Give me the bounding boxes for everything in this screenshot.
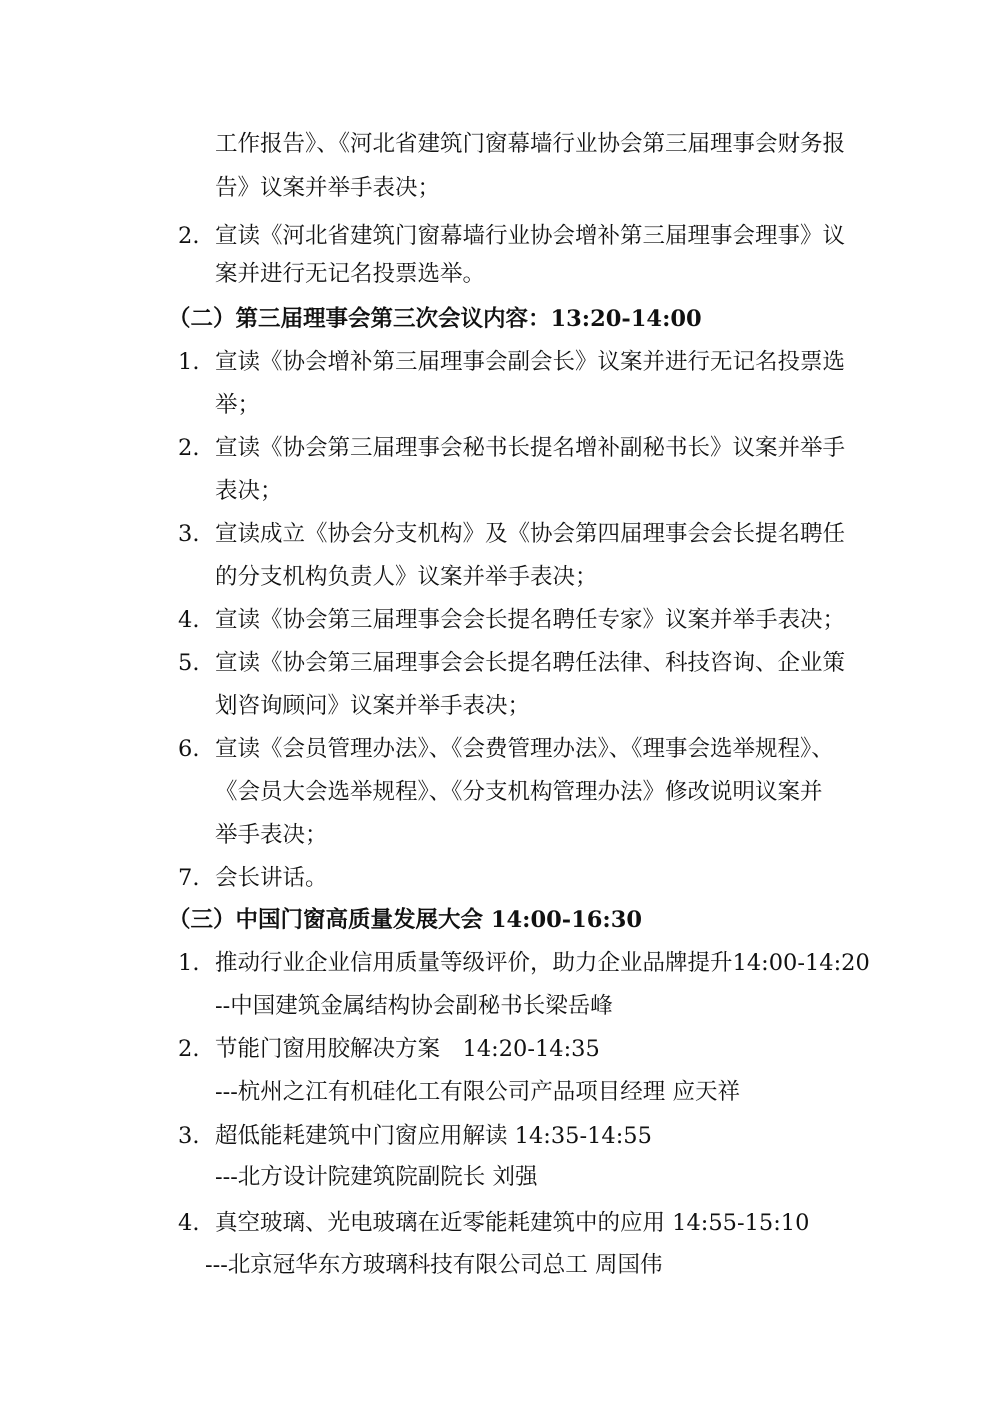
- list-item-line: 超低能耗建筑中门窗应用解读 14:35-14:55: [215, 1123, 652, 1149]
- list-item-number: 2.: [178, 223, 200, 249]
- list-item-number: 1.: [178, 349, 200, 375]
- list-item-line: 表决；: [215, 478, 283, 504]
- intro-line-2: 告》议案并举手表决；: [215, 175, 441, 201]
- list-item-line: 宣读《协会增补第三届理事会副会长》议案并进行无记名投票选: [215, 349, 846, 375]
- list-item-line: 举手表决；: [215, 822, 328, 848]
- list-item-line: 划咨询顾问》议案并举手表决；: [215, 693, 531, 719]
- list-item-line: 真空玻璃、光电玻璃在近零能耗建筑中的应用 14:55-15:10: [215, 1210, 810, 1236]
- list-item-line: 推动行业企业信用质量等级评价，助力企业品牌提升14:00-14:20: [215, 950, 870, 976]
- list-item-line: 宣读《会员管理办法》、《会费管理办法》、《理事会选举规程》、: [215, 736, 834, 762]
- section-heading: （三）中国门窗高质量发展大会 14:00-16:30: [168, 907, 643, 933]
- list-item-number: 1.: [178, 950, 200, 976]
- list-item-line: 宣读《协会第三届理事会秘书长提名增补副秘书长》议案并举手: [215, 435, 846, 461]
- list-item-number: 7.: [178, 865, 200, 891]
- list-item-line: 节能门窗用胶解决方案 14:20-14:35: [215, 1036, 600, 1062]
- list-item-number: 5.: [178, 650, 200, 676]
- list-item-number: 3.: [178, 521, 200, 547]
- list-item-line: 《会员大会选举规程》、《分支机构管理办法》修改说明议案并: [215, 779, 823, 805]
- list-item-number: 2.: [178, 435, 200, 461]
- list-item-number: 6.: [178, 736, 200, 762]
- list-item-line: 宣读《河北省建筑门窗幕墙行业协会增补第三届理事会理事》议: [215, 223, 846, 249]
- list-item-line: 的分支机构负责人》议案并举手表决；: [215, 564, 598, 590]
- list-item-number: 4.: [178, 1210, 200, 1236]
- list-item-line: 举；: [215, 392, 261, 418]
- list-item-line: ---北京冠华东方玻璃科技有限公司总工 周国伟: [205, 1252, 663, 1278]
- intro-line-1: 工作报告》、《河北省建筑门窗幕墙行业协会第三届理事会财务报: [215, 131, 846, 157]
- section-heading: （二）第三届理事会第三次会议内容：13:20-14:00: [168, 306, 702, 332]
- list-item-line: --中国建筑金属结构协会副秘书长梁岳峰: [215, 993, 613, 1019]
- list-item-line: 案并进行无记名投票选举。: [215, 261, 486, 287]
- list-item-line: ---北方设计院建筑院副院长 刘强: [215, 1164, 538, 1190]
- list-item-line: 会长讲话。: [215, 865, 328, 891]
- list-item-line: 宣读成立《协会分支机构》及《协会第四届理事会会长提名聘任: [215, 521, 846, 547]
- list-item-line: ---杭州之江有机硅化工有限公司产品项目经理 应天祥: [215, 1079, 740, 1105]
- list-item-line: 宣读《协会第三届理事会会长提名聘任法律、科技咨询、企业策: [215, 650, 846, 676]
- list-item-number: 4.: [178, 607, 200, 633]
- list-item-number: 3.: [178, 1123, 200, 1149]
- list-item-number: 2.: [178, 1036, 200, 1062]
- list-item-line: 宣读《协会第三届理事会会长提名聘任专家》议案并举手表决；: [215, 607, 846, 633]
